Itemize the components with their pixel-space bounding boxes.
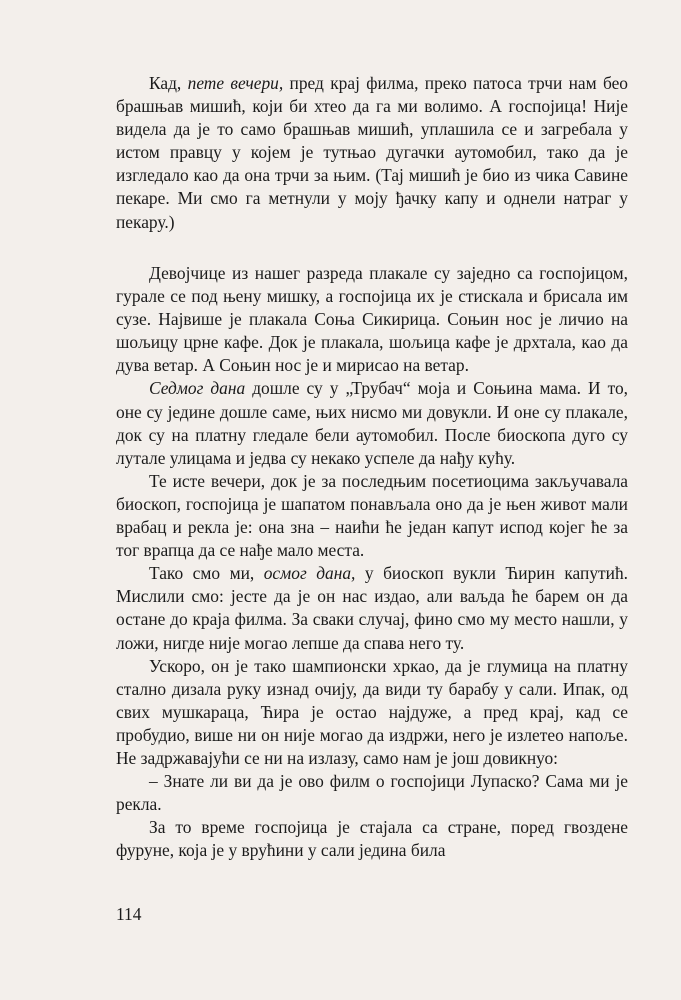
text-section-1	[116, 72, 628, 234]
paragraph	[116, 72, 628, 234]
text-run: пред крај филма, преко патоса трчи нам беo брашњав мишић, који би хтео да га ми волимо. А госпојица! Није видела да је то само брашњав мишић, уплашила се и загребала у истом правцу у којем је тутњао дугачки аутомобил, тако да је изгледало као да она трчи за њим. (Тај мишић је био из чика Савине пекаре. Ми смо га метнули у моју ђачку капу и однели натраг у пекару.)	[116, 73, 628, 232]
paragraph	[116, 377, 628, 469]
paragraph	[116, 562, 628, 654]
text-section-2	[116, 262, 628, 862]
paragraph: Ускоро, он је тако шампионски хркао, да је глумица на платну стално дизала руку изнад очију, да види ту барабу у сали. Ипак, од свих мушкараца, Ћира је остао најдуже, а пред крај, кад се пробудио, више ни он није могао да издржи, него је излетео напоље. Не задржавајући се ни на излазу, само нам је још довикнуо:	[116, 655, 628, 768]
text-run: у биоскоп вукли Ћирин капутић. Мислили смо: јесте да је он нас издао, али ваљда ће барем он да остане до краја филма. За сваки случај, фино смо му место нашли, у ложи, нигде није могао лепше да спава него ту.	[116, 563, 628, 653]
paragraph: Девојчице из нашег разреда плакале су заједно са госпојицом, гурале се под њену мишку, а госпојица их је стискала и брисала им сузе. Највише је плакала Соња Сикирица. Соњин нос је личио на шољицу црне кафе. Док је плакала, шољица кафе је дрхтала, као да дува ветар. А Соњин нос је и мирисао на ветар.	[116, 263, 628, 376]
text-run: Кад,	[149, 73, 188, 93]
paragraph: – Знате ли ви да је ово филм о госпојици Лупаско? Сама ми је рекла.	[116, 771, 628, 815]
italic-phrase: осмог дана,	[263, 563, 356, 584]
italic-phrase: Седмог дана	[149, 378, 246, 399]
text-run: Тако смо ми,	[149, 563, 264, 584]
page-number: 114	[116, 904, 142, 924]
paragraph: Те исте вечери, док је за последњим посетиоцима закључавала биоскоп, госпојица је шапатом понављала оно да је њен живот мали врабац и рекла је: она зна – наићи ће један капут испод којег ће за тог врапца да се нађе мало места.	[116, 470, 628, 561]
italic-phrase: пете вечери,	[187, 73, 284, 93]
text-run: дошле су у „Трубач“ моја и Соњина мама. И то, оне су једине дошле саме, њих нисмо ми довукли. И оне су плакале, док су на платну гледале бели аутомобил. После биоскопа дуго су лутале улицама и једва су некако успеле да нађу кућу.	[116, 378, 628, 468]
paragraph: За то време госпојица је стајала са стране, поред гвоздене фуруне, која је у врућини у сали једина била	[116, 817, 628, 861]
